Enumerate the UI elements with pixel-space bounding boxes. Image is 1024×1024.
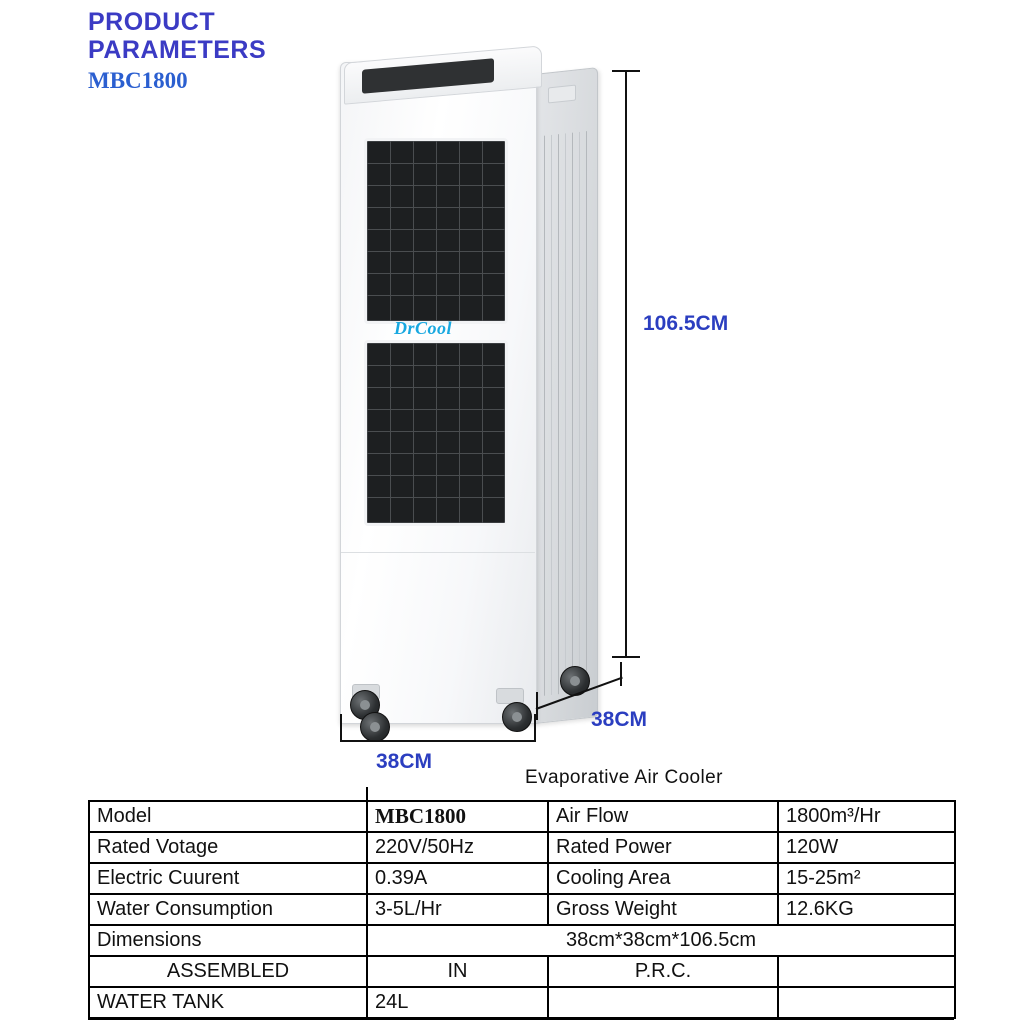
spec-value-rated-power: 120W — [778, 832, 955, 863]
spec-label-air-flow: Air Flow — [548, 801, 778, 832]
width-dimension-tick-left — [340, 714, 342, 742]
table-row — [89, 925, 955, 956]
spec-value-model: MBC1800 — [367, 801, 548, 832]
specification-table — [88, 800, 956, 1019]
spec-label-rated-power: Rated Power — [548, 832, 778, 863]
spec-value-assembled-empty — [778, 956, 955, 987]
spec-value-water-consumption: 3-5L/Hr — [367, 894, 548, 925]
spec-value-assembled-in: IN — [367, 956, 548, 987]
table-bottom-rule — [88, 1018, 954, 1020]
spec-value-water-tank-empty-1 — [548, 987, 778, 1018]
brand-logo: DrCool — [394, 318, 453, 338]
height-dimension-tick-top — [612, 70, 640, 72]
table-row — [89, 894, 955, 925]
cabinet-seam — [341, 552, 535, 553]
spec-label-rated-voltage: Rated Votage — [89, 832, 367, 863]
depth-dimension-tick-far — [620, 662, 622, 686]
height-dimension-tick-bottom — [612, 656, 640, 658]
spec-value-water-tank-empty-2 — [778, 987, 955, 1018]
table-row — [89, 863, 955, 894]
height-dimension-line — [625, 70, 627, 658]
width-dimension-line — [340, 740, 536, 742]
depth-dimension-label: 38CM — [591, 708, 648, 731]
lower-air-grille — [364, 340, 508, 526]
spec-label-electric-current: Electric Cuurent — [89, 863, 367, 894]
spec-value-electric-current: 0.39A — [367, 863, 548, 894]
title-line-2: PARAMETERS — [88, 36, 267, 64]
spec-label-model: Model — [89, 801, 367, 832]
table-row — [89, 987, 955, 1018]
spec-label-cooling-area: Cooling Area — [548, 863, 778, 894]
spec-value-gross-weight: 12.6KG — [778, 894, 955, 925]
spec-value-cooling-area: 15-25m² — [778, 863, 955, 894]
spec-label-water-tank: WATER TANK — [89, 987, 367, 1018]
top-side-badge — [548, 85, 576, 104]
spec-value-rated-voltage: 220V/50Hz — [367, 832, 548, 863]
table-top-stub — [366, 787, 368, 801]
width-dimension-label: 38CM — [376, 750, 433, 773]
caster-rear-left — [360, 712, 390, 742]
model-name: MBC1800 — [88, 68, 188, 93]
table-row — [89, 832, 955, 863]
height-dimension-label: 106.5CM — [643, 312, 729, 335]
spec-value-water-tank: 24L — [367, 987, 548, 1018]
spec-value-air-flow: 1800m³/Hr — [778, 801, 955, 832]
depth-dimension-tick-near — [536, 692, 538, 720]
spec-label-water-consumption: Water Consumption — [89, 894, 367, 925]
spec-label-dimensions: Dimensions — [89, 925, 367, 956]
product-photo — [320, 40, 620, 740]
spec-value-assembled-country: P.R.C. — [548, 956, 778, 987]
upper-air-grille — [364, 138, 508, 324]
side-vent-slats — [542, 131, 590, 696]
title-line-1: PRODUCT — [88, 8, 216, 36]
product-caption: Evaporative Air Cooler — [525, 767, 723, 788]
spec-label-gross-weight: Gross Weight — [548, 894, 778, 925]
caster-front-right — [502, 702, 532, 732]
spec-label-assembled: ASSEMBLED — [89, 956, 367, 987]
table-row — [89, 801, 955, 832]
table-row — [89, 956, 955, 987]
spec-value-dimensions: 38cm*38cm*106.5cm — [367, 925, 955, 956]
